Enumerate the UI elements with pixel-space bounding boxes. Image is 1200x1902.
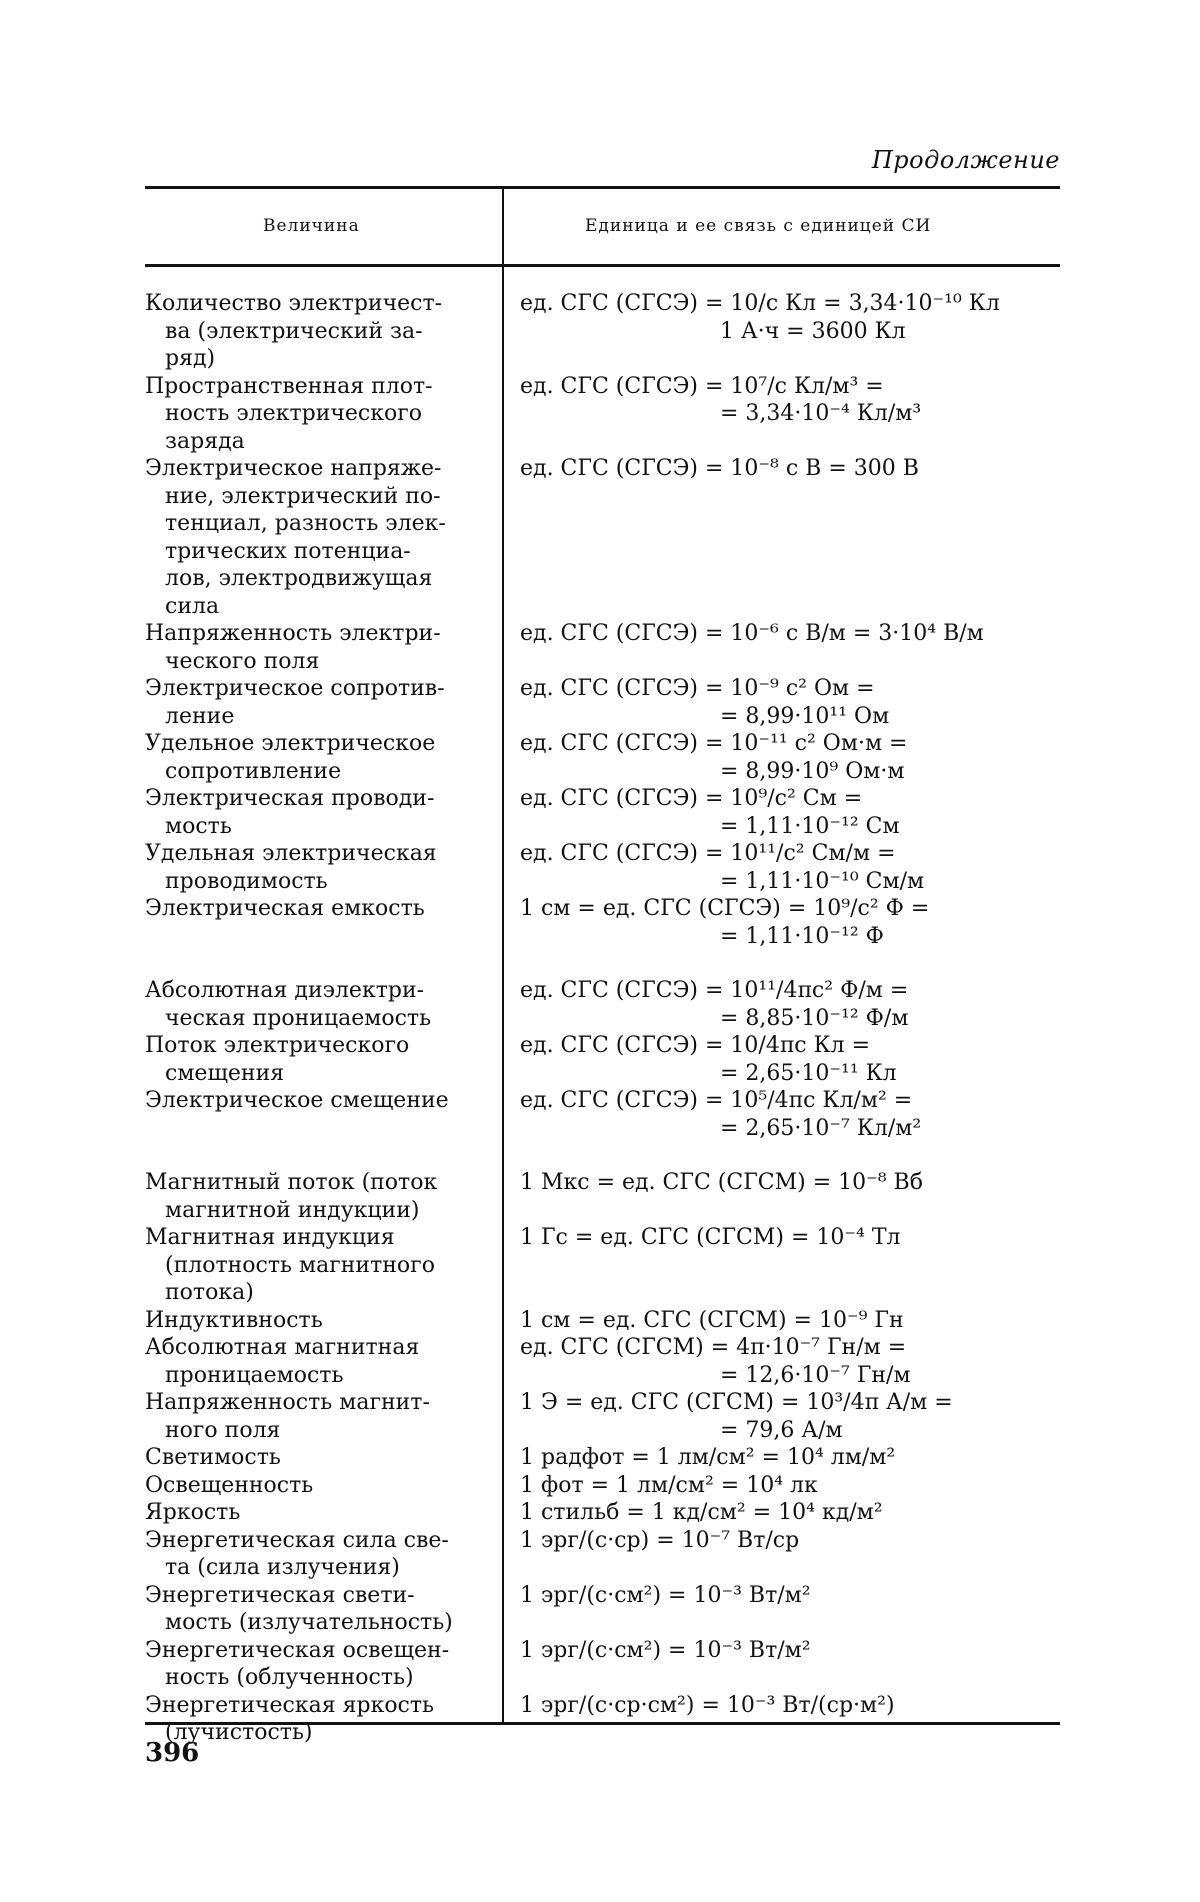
table-row [145,1389,1060,1444]
quantity-line: Яркость [145,1500,241,1525]
unit-cell [502,675,1060,730]
quantity-line-continued: мость (излучательность) [165,1610,453,1635]
unit-cell [502,895,1060,950]
quantity-cell [145,1389,502,1444]
table-row [145,1032,1060,1087]
units-table [145,186,1060,1745]
unit-cell [502,1224,1060,1252]
unit-line: 1 см = ед. СГС (СГСМ) = 10⁻⁹ Гн [520,1307,904,1333]
quantity-line-continued: заряда [165,428,245,454]
quantity-line: Электрическое смещение [145,1088,449,1113]
quantity-line: Количество электричест- [145,291,443,316]
unit-line: ед. СГС (СГСЭ) = 10¹¹/4πc² Ф/м = [520,978,909,1003]
quantity-line-continued: ческого поля [165,648,320,674]
quantity-line: Удельное электрическое [145,731,436,756]
quantity-line: Удельная электрическая [145,841,437,866]
quantity-cell [145,1499,502,1527]
unit-line: = 79,6 А/м [720,1417,843,1443]
table-row [145,1637,1060,1692]
unit-cell [502,840,1060,895]
unit-cell [502,1444,1060,1472]
table-row [145,1224,1060,1307]
unit-line: ед. СГС (СГСЭ) = 10/c Кл = 3,34·10⁻¹⁰ Кл [520,291,1000,316]
quantity-line: Абсолютная диэлектри- [145,978,425,1003]
unit-line: ед. СГС (СГСЭ) = 10⁷/c Кл/м³ = [520,373,884,399]
quantity-cell [145,675,502,730]
table-row [145,1527,1060,1582]
unit-cell [502,1032,1060,1087]
table-row [145,675,1060,730]
unit-cell [502,455,1060,483]
quantity-cell [145,455,502,620]
unit-line: 1 эрг/(с·ср·см²) = 10⁻³ Вт/(ср·м²) [520,1692,895,1718]
table-row [145,1307,1060,1335]
unit-cell [502,1499,1060,1527]
quantity-line-continued: трических потенциа- [165,538,411,564]
quantity-cell [145,1582,502,1637]
quantity-line-continued: тенциал, разность элек- [165,511,446,536]
table-row [145,290,1060,373]
quantity-cell [145,1527,502,1582]
unit-line: 1 фот = 1 лм/см² = 10⁴ лк [520,1472,818,1498]
unit-cell [502,1692,1060,1720]
unit-line: 1 Мкс = ед. СГС (СГСМ) = 10⁻⁸ Вб [520,1170,923,1195]
unit-cell [502,620,1060,648]
unit-line: = 2,65·10⁻⁷ Кл/м² [720,1115,922,1141]
quantity-cell [145,840,502,895]
quantity-line-continued: мость [165,813,232,839]
header-unit: Единица и ее связь с единицей СИ [585,216,932,236]
unit-cell [502,1087,1060,1142]
table-row [145,620,1060,675]
unit-cell [502,1582,1060,1610]
quantity-cell [145,620,502,675]
quantity-cell [145,1224,502,1307]
unit-line: 1 радфот = 1 лм/см² = 10⁴ лм/м² [520,1445,896,1470]
unit-cell [502,290,1060,345]
quantity-line-continued: ва (электрический за- [165,318,423,344]
unit-line: ед. СГС (СГСЭ) = 10⁹/c² См = [520,786,863,811]
quantity-cell [145,730,502,785]
quantity-line-continued: лов, электродвижущая [165,566,433,591]
table-row [145,455,1060,620]
quantity-line-continued: ность электрического [165,401,423,426]
unit-line: 1 стильб = 1 кд/см² = 10⁴ кд/м² [520,1500,883,1525]
unit-line: = 8,85·10⁻¹² Ф/м [720,1005,909,1031]
table-body [145,290,1060,1747]
unit-line: = 3,34·10⁻⁴ Кл/м³ [720,401,922,426]
table-row [145,1472,1060,1500]
unit-cell [502,1389,1060,1444]
table-row [145,1582,1060,1637]
unit-cell [502,730,1060,785]
quantity-line: Энергетическая яркость [145,1692,435,1718]
quantity-line: Электрическая емкость [145,896,425,921]
quantity-line: Абсолютная магнитная [145,1335,420,1360]
quantity-line: Магнитная индукция [145,1225,395,1250]
unit-line: 1 см = ед. СГС (СГСЭ) = 10⁹/c² Ф = [520,896,930,921]
unit-line: 1 эрг/(с·ср) = 10⁻⁷ Вт/ср [520,1527,800,1553]
unit-line: = 12,6·10⁻⁷ Гн/м [720,1362,911,1388]
page-number: 396 [145,1738,200,1768]
table-row [145,1692,1060,1747]
unit-line: ед. СГС (СГСЭ) = 10/4πc Кл = [520,1033,871,1058]
quantity-cell [145,977,502,1032]
quantity-cell [145,1472,502,1500]
quantity-cell [145,895,502,923]
quantity-line: Электрическая проводи- [145,786,435,811]
unit-cell [502,1307,1060,1335]
table-row [145,1444,1060,1472]
unit-line: = 1,11·10⁻¹² Ф [720,923,884,949]
continuation-label: Продолжение [871,146,1060,174]
quantity-line: Магнитный поток (поток [145,1170,438,1195]
quantity-line-continued: магнитной индукции) [165,1197,420,1223]
unit-line: = 8,99·10⁹ Ом·м [720,758,905,784]
quantity-line: Светимость [145,1445,281,1470]
quantity-line: Индуктивность [145,1307,323,1333]
unit-cell [502,373,1060,428]
unit-cell [502,1334,1060,1389]
quantity-line-continued: сила [165,593,220,619]
unit-cell [502,1169,1060,1197]
quantity-line-continued: проницаемость [165,1362,344,1388]
unit-line: = 2,65·10⁻¹¹ Кл [720,1060,897,1086]
quantity-line: Электрическое сопротив- [145,676,445,701]
quantity-cell [145,1032,502,1087]
quantity-line: Напряженность магнит- [145,1390,430,1415]
quantity-line: Пространственная плот- [145,373,433,399]
quantity-line-continued: ние, электрический по- [165,483,441,509]
unit-line: ед. СГС (СГСЭ) = 10⁵/4πc Кл/м² = [520,1088,913,1113]
quantity-line: Электрическое напряже- [145,456,442,481]
table-row [145,730,1060,785]
unit-line: 1 А·ч = 3600 Кл [720,318,906,344]
quantity-line-continued: та (сила излучения) [165,1555,400,1580]
quantity-line: Поток электрического [145,1033,410,1058]
quantity-line-continued: ление [165,703,235,729]
quantity-cell [145,1334,502,1389]
unit-line: = 1,11·10⁻¹² См [720,813,900,839]
table-row [145,1334,1060,1389]
quantity-line: Энергетическая свети- [145,1582,415,1608]
quantity-cell [145,290,502,373]
quantity-line-continued: ческая проницаемость [165,1005,432,1031]
unit-cell [502,1472,1060,1500]
header-quantity: Величина [263,216,360,236]
quantity-line-continued: (плотность магнитного [165,1252,435,1278]
quantity-line: Напряженность электри- [145,621,441,646]
unit-cell [502,977,1060,1032]
quantity-cell [145,1169,502,1224]
quantity-line-continued: ряд) [165,346,216,371]
table-row [145,1499,1060,1527]
quantity-line-continued: (лучистость) [165,1720,313,1745]
unit-line: 1 Э = ед. СГС (СГСМ) = 10³/4π А/м = [520,1390,953,1415]
quantity-line: Энергетическая освещен- [145,1637,450,1663]
quantity-cell [145,373,502,456]
unit-line: 1 эрг/(с·см²) = 10⁻³ Вт/м² [520,1582,811,1608]
table-row [145,1087,1060,1142]
quantity-line-continued: потока) [165,1280,254,1305]
table-top-rule [145,186,1060,189]
unit-line: = 1,11·10⁻¹⁰ См/м [720,868,925,894]
quantity-line-continued: проводимость [165,868,328,894]
table-row [145,840,1060,895]
table-row [145,785,1060,840]
unit-line: ед. СГС (СГСМ) = 4π·10⁻⁷ Гн/м = [520,1335,907,1360]
unit-line: ед. СГС (СГСЭ) = 10⁻⁸ c В = 300 В [520,456,919,481]
table-row [145,977,1060,1032]
unit-line: ед. СГС (СГСЭ) = 10⁻⁶ c В/м = 3·10⁴ В/м [520,621,984,646]
quantity-line: Энергетическая сила све- [145,1527,449,1553]
unit-line: ед. СГС (СГСЭ) = 10¹¹/c² См/м = [520,841,896,866]
table-row [145,1169,1060,1224]
unit-cell [502,1637,1060,1665]
table-header-rule [145,264,1060,267]
quantity-line-continued: смещения [165,1060,285,1086]
quantity-cell [145,1307,502,1335]
unit-line: 1 Гс = ед. СГС (СГСМ) = 10⁻⁴ Тл [520,1225,901,1250]
unit-cell [502,785,1060,840]
unit-line: ед. СГС (СГСЭ) = 10⁻⁹ c² Ом = [520,676,875,701]
quantity-line-continued: ного поля [165,1417,281,1443]
quantity-line: Освещенность [145,1472,314,1498]
table-row [145,373,1060,456]
quantity-cell [145,785,502,840]
table-row [145,895,1060,950]
quantity-line-continued: ность (облученность) [165,1665,414,1690]
quantity-cell [145,1087,502,1115]
unit-line: 1 эрг/(с·см²) = 10⁻³ Вт/м² [520,1637,811,1663]
quantity-cell [145,1637,502,1692]
unit-line: ед. СГС (СГСЭ) = 10⁻¹¹ c² Ом·м = [520,731,908,756]
quantity-cell [145,1444,502,1472]
unit-line: = 8,99·10¹¹ Ом [720,703,890,729]
unit-cell [502,1527,1060,1555]
quantity-line-continued: сопротивление [165,758,342,784]
